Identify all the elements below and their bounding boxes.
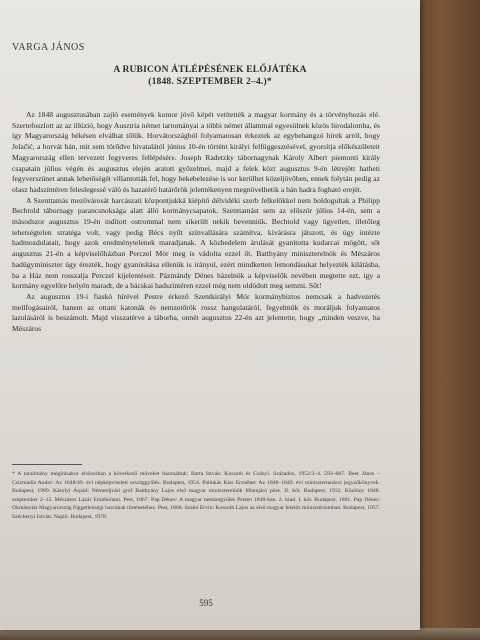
paragraph: A Szenttamás mezővárosát harcászati központjukká kiépítő délvidéki szerb felkelőkkel nem boldogultak a Philipp Bechtold tábornagy parancsnoksága alatt álló kormánycsapatok. Szenttamást sem az először július 14-én, sem a másodszor augusztus 19-én indított ostrommal nem sikerült nekik bevenniük. Bechtold vagy ügyetlen, illetőleg tehetségtelen stratéga volt, vagy pedig Bécs nyílt színvallására számítva, kivárásra játszott, és úgy intézte hadmozdulatait, hogy azok eredménytelenek maradjanak. A közhedelem árulását gyanította kudarcai mögött, sőt augusztus 21-én a képviselőházban Perczel Mór meg is vádolta ezzel őt. Batthyány miniszterelnök és Mészáros hadügyminiszter úgy érezték, hogy gyanúsítása ellenük is irányul, ezért mindketten lemondásukat helyezték kilátásba, ha a Ház nem rosszalja Perczel kijelentéseit. Pázmándy Dénes házelnök a képviselők nevében megtette ezt, így a kormány egyelőre helyén maradt, de a bácskai hadszíntéren ezzel még nem oldódott meg semmi. Sőt! (12, 195, 380, 291)
running-head: VARGA JÁNOS (12, 42, 85, 53)
page-number: 595 (199, 598, 213, 608)
paragraph: Az 1848 augusztusában zajló események komor jövő képét vetítették a magyar kormány és a törvényhozás elé. Szertefoszlott az az illúzió, hogy Ausztria német tartományai a többi német állammal egyesülnek közös birodalomba, és így Magyarország békésen elválhat tőlük. Horvátországból folyamatosan érkeztek az egybehangzó hírek arról, hogy Jelačić, a horvát bán, mit sem törődve hivatalától június 10-én történt királyi felfüggesztésével, gyorsítja előkészületeit Magyarország ellen tervezett fegyveres fellépésére. Joseph Radetzky tábornagynak Károly Albert piemonti király csapatain július végén és augusztus elején aratott győzelmei, majd a felek közt augusztus 9-én létrejött hatheti fegyverszünet annak lehetőségét villantották fel, hogy bekebelezése is sor kerülhet közeljövőben, ennek folytán pedig az olasz hadszíntéren feleslegessé váló és hazatérő határőrök jelentékenyen megnövelhetik a bán hadra fogható erejét. (12, 110, 380, 194)
article-title (60, 64, 360, 88)
title-line-1: A RUBICON ÁTLÉPÉSÉNEK ELŐJÁTÉKA (113, 65, 307, 75)
footnote-rule (12, 464, 82, 465)
footnote: * A tanulmány megírásakor elsősorban a következő műveket használtuk: Barta István: Kossuth és Csányi. Százados, 1952/3–4. 593–687. Beer János – Csizmadia Andor: Az 1848/49. évi népképviseleti országgyűlés. Budapest, 1954. Pálinkás Kiss Erzsébet: Az 1848–1849. évi minisztertanácsi jegyzőkönyvek. Budapest, 1989. Károlyi Árpád: Németújvári gróf Batthyány Lajos első magyar miniszterelnök főbenjáró pöre. II. köt. Budapest, 1932. Közlöny 1848. szeptember 2–13. Mészáros Lázár Emlékiratai. Pest, 1867. Pap Dénes: A magyar nemzetgyűlés Pesten 1848-ban. 2. kiad. I. köt. Budapest, 1881. Pap Dénes: Okmánytár Magyarország függetlenségi harcának történetéhez. Pest, 1868. Szabó Ervin: Kossuth Lajos az első magyar felelős minisztériumban. Budapest, 1957. Széchenyi István: Napló. Budapest, 1978. (12, 471, 380, 520)
paragraph: Az augusztus 19-i fiaskó hírével Pestre érkező Szentkirályi Mór kormánybiztos nemcsak a hadvezetés mellfogásairól, hanem az ottani katonák és nemzetőrök rossz hangulatáról, fegyelmük és moráljuk folyamatos lazulásáról is beszámolt. Majd visszatérve a táborba, onnét augusztus 22-én azt jelentette, hogy „minden veszve, ha Mészáros (12, 291, 380, 334)
wood-background (418, 0, 480, 640)
title-line-2: (1848. SZEPTEMBER 2–4.)* (148, 77, 272, 87)
article-body (12, 110, 380, 335)
